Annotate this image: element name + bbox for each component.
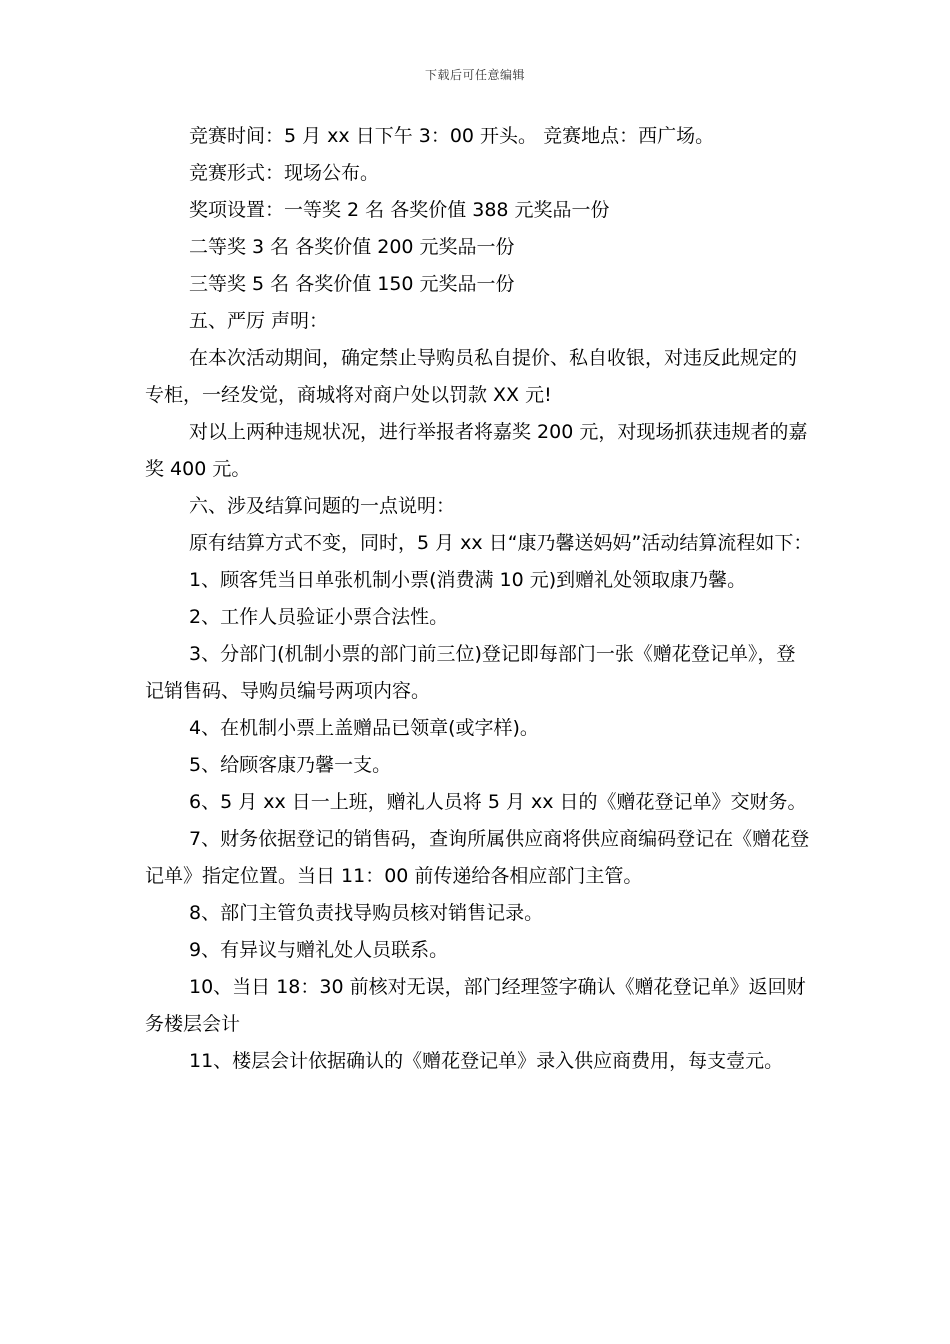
list-item: 3、分部门(机制小票的部门前三位)登记即每部门一张《赠花登记单》，登记销售码、导购员编号两项内容。 [145, 643, 796, 702]
page-header: 下载后可任意编辑 [424, 68, 525, 82]
paragraph-reward: 对以上两种违规状况，进行举报者将嘉奖 200 元，对现场抓获违规者的嘉奖 400 元。 [145, 421, 808, 480]
list-item: 5、给顾客康乃馨一支。 [189, 754, 392, 776]
list-item: 6、5 月 xx 日一上班，赠礼人员将 5 月 xx 日的《赠花登记单》交财务。 [189, 791, 807, 813]
list-item: 11、楼层会计依据确认的《赠花登记单》录入供应商费用，每支壹元。 [189, 1050, 784, 1072]
list-item: 9、有异议与赠礼处人员联系。 [189, 939, 449, 961]
paragraph-settlement-intro: 原有结算方式不变，同时，5 月 xx 日“康乃馨送妈妈”活动结算流程如下： [189, 532, 813, 554]
list-item: 10、当日 18：30 前核对无误，部门经理签字确认《赠花登记单》返回财务楼层会计 [145, 976, 806, 1035]
list-item: 7、财务依据登记的销售码，查询所属供应商将供应商编码登记在《赠花登记单》指定位置。当日 11：00 前传递给各相应部门主管。 [145, 828, 810, 887]
paragraph-prohibition: 在本次活动期间，确定禁止导购员私自提价、私自收银，对违反此规定的专柜，一经发觉，商城将对商户处以罚款 XX 元! [145, 347, 798, 406]
paragraph-competition-time: 竞赛时间：5 月 xx 日下午 3：00 开头。 竞赛地点：西广场。 [189, 125, 715, 147]
list-item: 1、顾客凭当日单张机制小票(消费满 10 元)到赠礼处领取康乃馨。 [189, 569, 747, 591]
paragraph-prize-first: 奖项设置：一等奖 2 名 各奖价值 388 元奖品一份 [189, 199, 610, 221]
list-item: 2、工作人员验证小票合法性。 [189, 606, 449, 628]
list-item: 8、部门主管负责找导购员核对销售记录。 [189, 902, 544, 924]
section-heading-statement: 五、严厉 声明： [189, 310, 329, 332]
paragraph-competition-format: 竞赛形式：现场公布。 [189, 162, 380, 184]
list-item: 4、在机制小票上盖赠品已领章(或字样)。 [189, 717, 539, 739]
document-body [145, 118, 813, 1080]
section-heading-settlement: 六、涉及结算问题的一点说明： [189, 495, 456, 517]
paragraph-prize-third: 三等奖 5 名 各奖价值 150 元奖品一份 [189, 273, 515, 295]
paragraph-prize-second: 二等奖 3 名 各奖价值 200 元奖品一份 [189, 236, 515, 258]
